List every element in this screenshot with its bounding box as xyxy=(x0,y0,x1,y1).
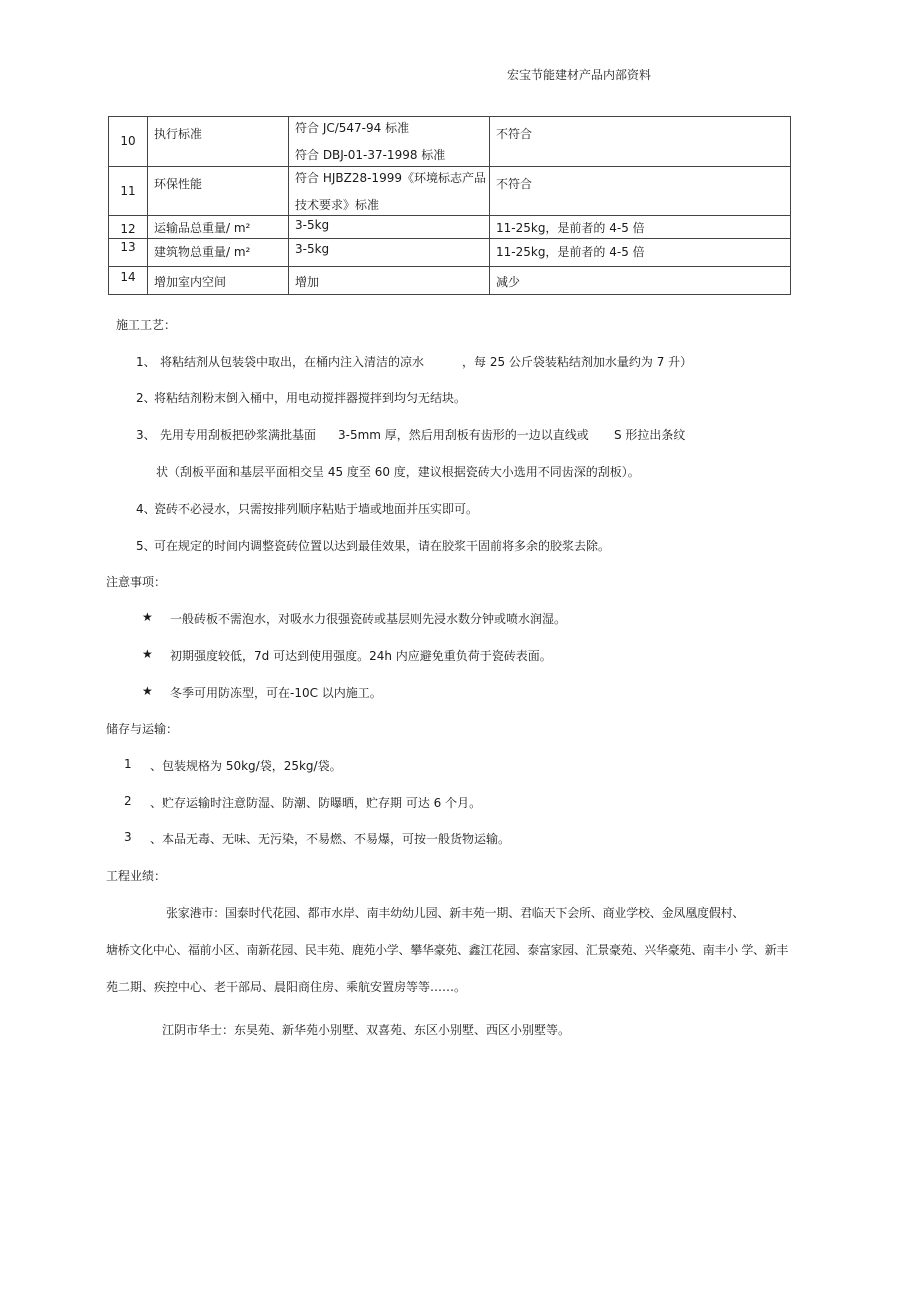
row-compare: 不符合 xyxy=(496,127,533,141)
star-icon: ★ xyxy=(142,647,153,661)
row-name: 运输品总重量/ m² xyxy=(154,221,251,235)
step-number: 4、 xyxy=(136,502,156,516)
step-text: 将粘结剂粉末倒入桶中，用电动搅拌器搅拌到均匀无结块。 xyxy=(154,391,467,405)
row-number: 13 xyxy=(120,240,136,254)
row-compare: 11-25kg，是前者的 4-5 倍 xyxy=(496,245,645,259)
row-number: 10 xyxy=(120,134,136,148)
step-text: 将粘结剂从包装袋中取出，在桶内注入清洁的凉水 xyxy=(160,355,425,369)
step-text-cont: 状（刮板平面和基层平面相交呈 45 度至 60 度，建议根据瓷砖大小选用不同齿深的刮板）。 xyxy=(156,465,640,479)
row-value-line: 3-5kg xyxy=(295,218,330,232)
note-item: 初期强度较低，7d 可达到使用强度。24h 内应避免重负荷于瓷砖表面。 xyxy=(170,649,552,663)
section-title-storage: 储存与运输： xyxy=(106,722,179,736)
page-header: 宏宝节能建材产品内部资料 xyxy=(507,68,652,82)
storage-number: 3 xyxy=(124,830,132,844)
row-name: 建筑物总重量/ m² xyxy=(154,245,251,259)
step-text-cont: S 形拉出条纹 xyxy=(614,428,686,442)
storage-item: 、贮存运输时注意防湿、防潮、防曝晒，贮存期 可达 6 个月。 xyxy=(150,796,482,810)
step-text: 先用专用刮板把砂浆满批基面 xyxy=(160,428,317,442)
row-name: 环保性能 xyxy=(154,177,203,191)
table-row xyxy=(109,267,791,295)
project-line: 苑二期、疾控中心、老干部局、晨阳商住房、乘航安置房等等……。 xyxy=(106,980,467,994)
row-value-line: 技术要求》标准 xyxy=(295,198,380,212)
row-compare: 减少 xyxy=(496,275,521,289)
row-number: 14 xyxy=(120,270,136,284)
table-row xyxy=(109,117,791,167)
step-number: 5、 xyxy=(136,539,156,553)
section-title-construction: 施工工艺： xyxy=(116,318,177,332)
row-value-line: 3-5kg xyxy=(295,242,330,256)
row-value-line: 符合 DBJ-01-37-1998 标准 xyxy=(295,148,446,162)
note-item: 冬季可用防冻型，可在-10C 以内施工。 xyxy=(170,686,382,700)
note-item: 一般砖板不需泡水，对吸水力很强瓷砖或基层则先浸水数分钟或喷水润湿。 xyxy=(170,612,567,626)
project-line: 塘桥文化中心、福前小区、南新花园、民丰苑、鹿苑小学、攀华豪苑、鑫江花园、泰富家园、汇景豪苑、兴华豪苑、南丰小 学、新丰 xyxy=(106,943,789,957)
storage-number: 1 xyxy=(124,757,132,771)
storage-item: 、本品无毒、无味、无污染，不易燃、不易爆，可按一般货物运输。 xyxy=(150,832,511,846)
row-value-line: 符合 HJBZ28-1999《环境标志产品 xyxy=(295,171,486,185)
step-text-cont: ，每 25 公斤袋装粘结剂加水量约为 7 升） xyxy=(462,355,693,369)
row-value-line: 增加 xyxy=(295,275,320,289)
row-compare: 不符合 xyxy=(496,177,533,191)
row-name: 增加室内空间 xyxy=(154,275,227,289)
row-number: 11 xyxy=(120,184,136,198)
table-row xyxy=(109,216,791,239)
section-title-notes: 注意事项： xyxy=(106,575,167,589)
spec-table xyxy=(108,116,791,295)
step-number: 2、 xyxy=(136,391,156,405)
section-title-projects: 工程业绩： xyxy=(106,869,167,883)
step-text: 可在规定的时间内调整瓷砖位置以达到最佳效果，请在胶浆干固前将多余的胶浆去除。 xyxy=(154,539,611,553)
step-text-cont: 3-5mm 厚，然后用刮板有齿形的一边以直线或 xyxy=(338,428,589,442)
storage-item: 、包装规格为 50kg/袋，25kg/袋。 xyxy=(150,759,342,773)
project-line: 江阴市华士：东昊苑、新华苑小别墅、双喜苑、东区小别墅、西区小别墅等。 xyxy=(162,1023,571,1037)
step-number: 3、 xyxy=(136,428,156,442)
step-text: 瓷砖不必浸水，只需按排列顺序粘贴于墙或地面并压实即可。 xyxy=(154,502,479,516)
star-icon: ★ xyxy=(142,610,153,624)
storage-number: 2 xyxy=(124,794,132,808)
row-value-line: 符合 JC/547-94 标准 xyxy=(295,121,410,135)
table-row xyxy=(109,239,791,267)
table-row xyxy=(109,167,791,216)
star-icon: ★ xyxy=(142,684,153,698)
row-compare: 11-25kg，是前者的 4-5 倍 xyxy=(496,221,645,235)
row-name: 执行标准 xyxy=(154,127,203,141)
project-line: 张家港市：国泰时代花园、都市水岸、南丰幼幼儿园、新丰苑一期、君临天下会所、商业学校、金凤凰度假村、 xyxy=(166,906,745,920)
step-number: 1、 xyxy=(136,355,156,369)
row-number: 12 xyxy=(120,222,136,236)
